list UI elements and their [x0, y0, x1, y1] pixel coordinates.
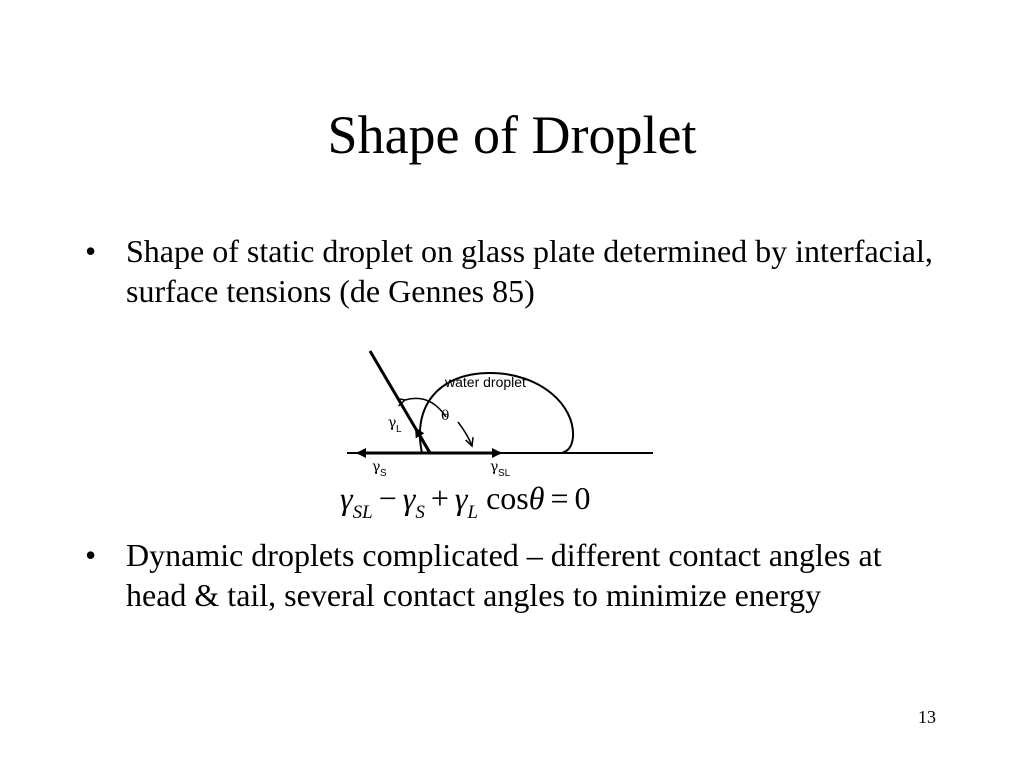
gamma-l-symbol: γ	[388, 415, 397, 431]
gamma-s-symbol: γ	[372, 459, 381, 475]
equation-theta: θ	[528, 480, 545, 516]
equation-sub-s: S	[415, 502, 425, 523]
droplet-diagram	[330, 345, 670, 485]
gamma-s-subscript: S	[380, 468, 387, 479]
bullet-item	[85, 535, 945, 615]
theta-label: θ	[441, 408, 450, 424]
young-equation	[340, 476, 700, 524]
slide-title: Shape of Droplet	[327, 105, 697, 165]
equation-gamma: γ	[402, 480, 416, 516]
bullet-marker: •	[85, 537, 97, 573]
gamma-sl-symbol: γ	[490, 459, 499, 475]
equation-sub-sl: SL	[352, 502, 373, 523]
equation-sub-l: L	[467, 502, 479, 523]
bullet-text: Shape of static droplet on glass plate determined by interfacial, surface tensions (de Gennes 85)	[126, 233, 933, 309]
gamma-l-arrow	[416, 429, 430, 453]
bullet-item	[85, 231, 945, 311]
droplet-label: water droplet	[445, 374, 526, 390]
equation-minus: −	[378, 480, 397, 516]
equation-gamma: γ	[340, 480, 353, 516]
gamma-sl-subscript: SL	[498, 468, 511, 479]
gamma-l-subscript: L	[396, 424, 402, 435]
equation-cos: cos	[486, 480, 529, 516]
angle-arc-lower	[458, 422, 472, 446]
bullet-text: Dynamic droplets complicated – different contact angles at head & tail, several contact angles to minimize energy	[126, 537, 882, 613]
bullet-marker: •	[85, 233, 97, 269]
equation-zero: 0	[574, 480, 591, 516]
slide-number: 13	[918, 707, 936, 727]
equation-plus: +	[430, 480, 449, 516]
equation-equals: =	[550, 480, 569, 516]
equation-gamma: γ	[454, 480, 468, 516]
droplet-diagram-svg	[330, 345, 670, 485]
